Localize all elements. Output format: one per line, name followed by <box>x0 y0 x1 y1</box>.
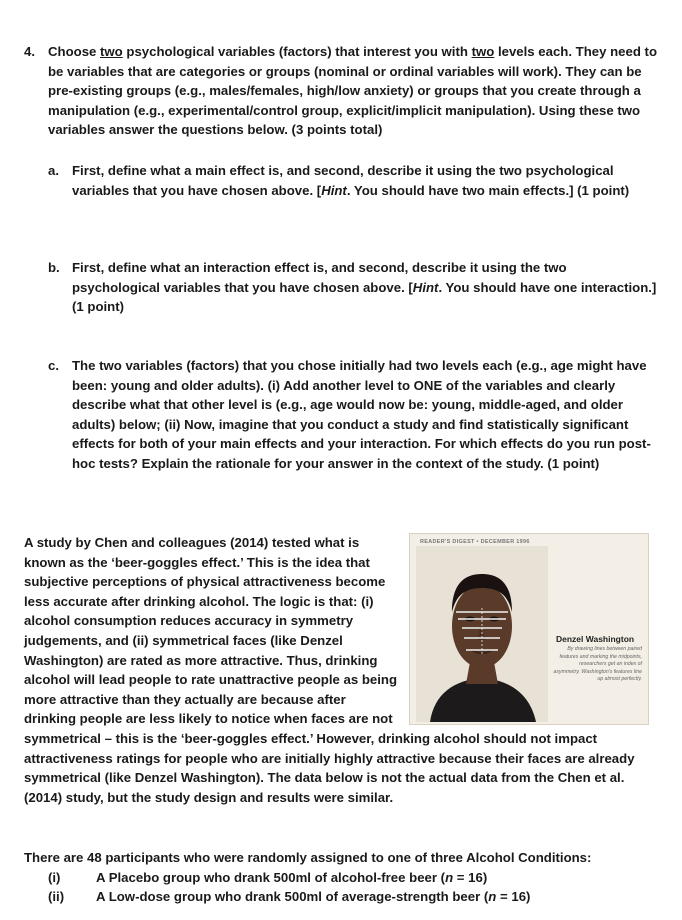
part-a-letter: a. <box>48 163 59 178</box>
item-text: A Low-dose group who drank 500ml of average-strength beer (n = 16) <box>96 889 531 905</box>
part-c-letter: c. <box>48 358 59 373</box>
portrait-photo <box>410 534 648 724</box>
item-text: A Placebo group who drank 500ml of alcohol-free beer (n = 16) <box>96 869 488 885</box>
list-item <box>24 868 664 888</box>
participants-intro: There are 48 participants who were randomly assigned to one of three Alcohol Conditions: <box>24 850 592 865</box>
hint-label: Hint <box>321 182 347 198</box>
underlined-two-levels: two <box>471 44 495 59</box>
part-a <box>48 161 658 200</box>
question-4 <box>24 42 664 140</box>
underlined-two: two <box>100 44 123 59</box>
list-item <box>24 887 664 907</box>
study-passage: A study by Chen and colleagues (2014) tested what is known as the ‘beer-goggles effect.’ This is the idea that subjective perceptions of physical attractiveness become less accurate after drinking alcohol. The logic is that: (i) alcohol consumption reduces accuracy in symmetry judgements, and (ii) symmetrical faces (like Denzel Washington) are rated as more attractive. Thus, drinking alcohol will lead people to rate unattractive people as being more attractive than they actually are because after drinking people are less likely to notice when faces are not symmetrical – this is the ‘beer-goggles effect.’ However, drinking alcohol should not impact attractiveness ratings for people who are initially highly attractive because their faces are already symmetrical (like Denzel Washington). The data below is not the actual data from the Chen et al. (2014) study, but the study design and results were similar. <box>24 535 635 805</box>
part-b-letter: b. <box>48 260 60 275</box>
item-number: (i) <box>48 869 61 885</box>
part-b-text: First, define what an interaction effect is, and second, describe it using the two psychological variables that you have chosen above. [Hint. You should have one interaction.] (1 point) <box>72 260 657 315</box>
participants-section <box>24 848 664 907</box>
denzel-washington-figure <box>409 533 649 725</box>
question-number: 4. <box>24 44 35 59</box>
part-b <box>48 258 658 317</box>
part-a-text: First, define what a main effect is, and second, describe it using the two psychological variables that you have chosen above. [Hint. You should have two main effects.] (1 point) <box>72 163 630 198</box>
item-number: (ii) <box>48 889 65 905</box>
figure-caption-title: Denzel Washington <box>556 634 635 644</box>
question-4-text: Choose two psychological variables (factors) that interest you with two levels each. They need to be variables that are categories or groups (nominal or ordinal variables will work). They can be pre-existing groups (e.g., males/females, high/low anxiety) or groups that you create through a manipulation (e.g., experimental/control group, explicit/implicit manipulation). Using these two variables answer the questions below. (3 points total) <box>48 44 658 138</box>
part-c <box>48 356 658 474</box>
figure-caption-text: By drawing lines between paired features and marking the midpoints, researchers get an index of asymmetry. Washington's features line up almost perfectly. <box>553 646 642 682</box>
hint-label: Hint <box>412 279 439 295</box>
figure-header: READER'S DIGEST • DECEMBER 1996 <box>420 539 530 545</box>
part-c-text: The two variables (factors) that you chose initially had two levels each (e.g., age might have been: young and older adults). (i) Add another level to ONE of the variables and clearly describe what that other level is (e.g., age would now be: young, middle-aged, and older adults) below; (ii) Now, imagine that you conduct a study and find statistically significant effects for both of your main effects and your interaction. For which effects do you run post-hoc tests? Explain the rationale for your answer in the context of the study. (1 point) <box>72 358 651 471</box>
study-description <box>24 533 649 807</box>
